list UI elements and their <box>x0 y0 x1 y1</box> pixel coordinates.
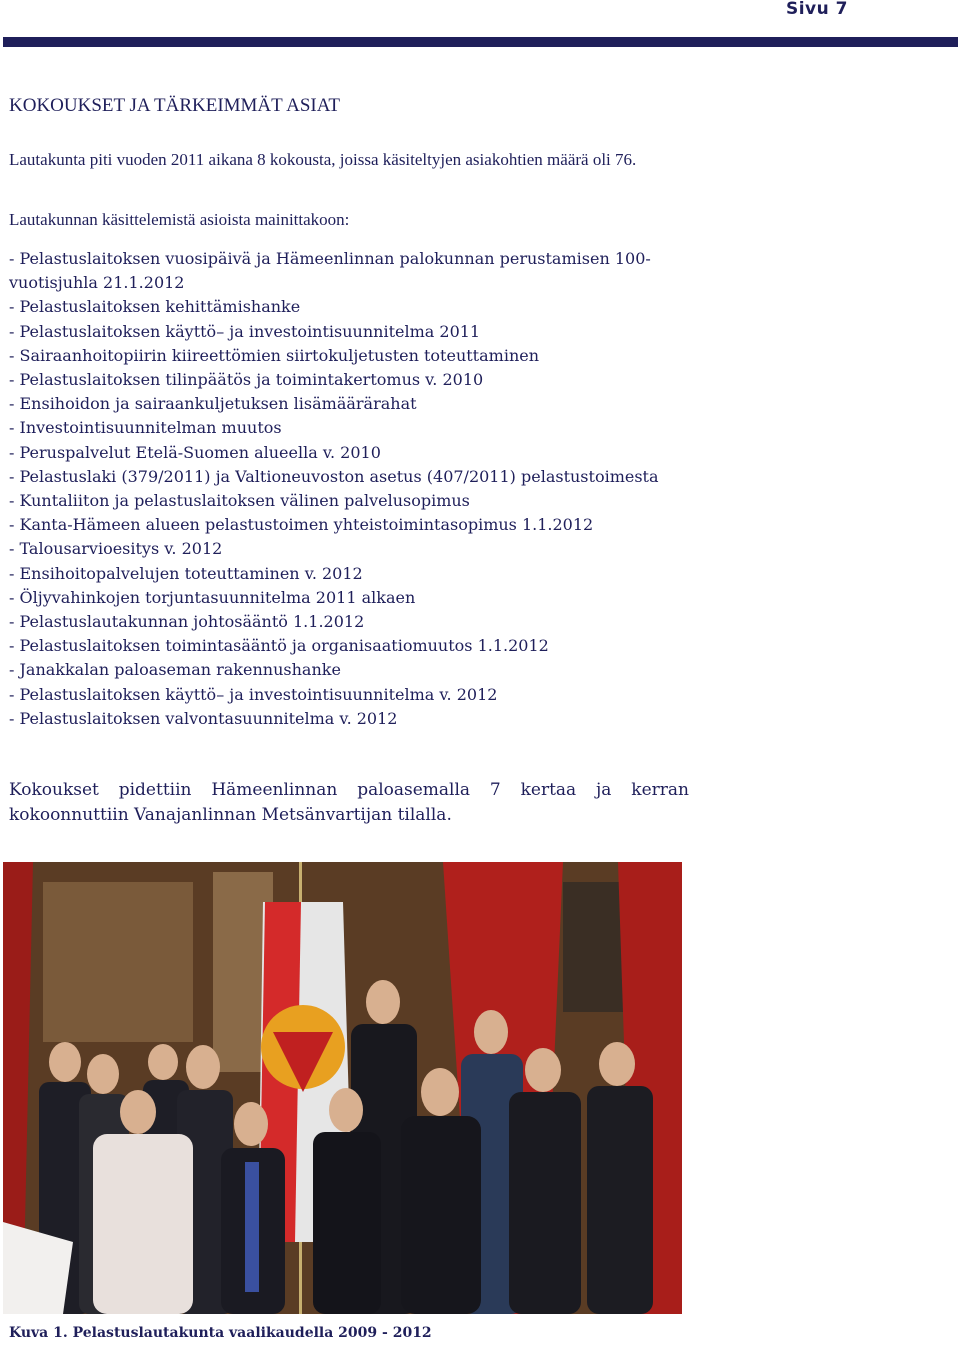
list-item: - Talousarvioesitys v. 2012 <box>9 539 223 559</box>
list-item: - Öljyvahinkojen torjuntasuunnitelma 2011 alkaen <box>9 587 416 607</box>
list-item: - Peruspalvelut Etelä-Suomen alueella v. 2010 <box>9 442 381 462</box>
intro-paragraph: Lautakunta piti vuoden 2011 aikana 8 kokousta, joissa käsiteltyjen asiakohtien määrä oli 76. <box>9 150 637 169</box>
list-item: vuotisjuhla 21.1.2012 <box>9 273 185 293</box>
section-heading: KOKOUKSET JA TÄRKEIMMÄT ASIAT <box>9 95 340 116</box>
list-item: - Pelastuslaitoksen käyttö– ja investointisuunnitelma 2011 <box>9 321 481 341</box>
group-photo <box>3 862 682 1314</box>
list-item: - Pelastuslautakunnan johtosääntö 1.1.2012 <box>9 612 365 632</box>
list-item: - Pelastuslaitoksen kehittämishanke <box>9 297 301 317</box>
list-item: - Pelastuslaitoksen vuosipäivä ja Hämeenlinnan palokunnan perustamisen 100- <box>9 249 651 268</box>
list-item: - Kuntaliiton ja pelastuslaitoksen välinen palvelusopimus <box>9 491 470 511</box>
list-item: - Janakkalan paloaseman rakennushanke <box>9 660 341 680</box>
list-item: - Pelastuslaki (379/2011) ja Valtioneuvoston asetus (407/2011) pelastustoimesta <box>9 466 659 486</box>
header-rule <box>3 37 958 47</box>
photo-caption: Kuva 1. Pelastuslautakunta vaalikaudella 2009 - 2012 <box>9 1325 432 1341</box>
list-item: - Pelastuslaitoksen valvontasuunnitelma v. 2012 <box>9 708 398 728</box>
list-item: - Pelastuslaitoksen tilinpäätös ja toimintakertomus v. 2010 <box>9 370 484 390</box>
list-item: - Sairaanhoitopiirin kiireettömien siirtokuljetusten toteuttaminen <box>9 345 540 365</box>
meetings-paragraph: Kokoukset pidettiin Hämeenlinnan paloasemalla 7 kertaa ja kerran kokoonnuttiin Vanajanlinnan Metsänvartijan tilalla. <box>9 780 689 825</box>
topics-list <box>9 247 689 731</box>
list-item: - Kanta-Hämeen alueen pelastustoimen yhteistoimintasopimus 1.1.2012 <box>9 515 594 535</box>
list-item: - Investointisuunnitelman muutos <box>9 418 282 438</box>
page-number: Sivu 7 <box>785 0 848 19</box>
list-intro: Lautakunnan käsittelemistä asioista mainittakoon: <box>9 210 350 229</box>
list-item: - Ensihoitopalvelujen toteuttaminen v. 2012 <box>9 563 363 583</box>
list-item: - Pelastuslaitoksen käyttö– ja investointisuunnitelma v. 2012 <box>9 684 498 704</box>
list-item: - Ensihoidon ja sairaankuljetuksen lisämäärärahat <box>9 394 417 414</box>
list-item: - Pelastuslaitoksen toimintasääntö ja organisaatiomuutos 1.1.2012 <box>9 636 549 656</box>
